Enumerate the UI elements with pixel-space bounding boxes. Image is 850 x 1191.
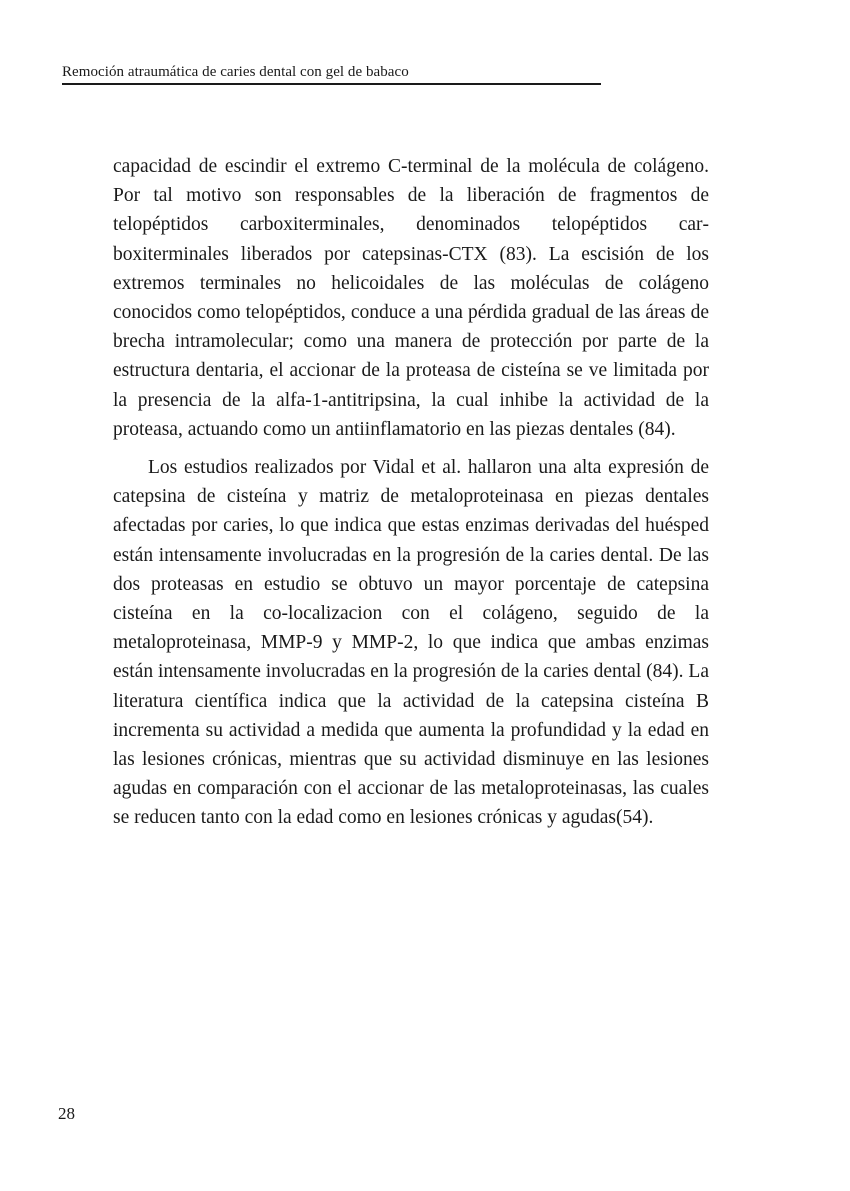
running-header-title: Remoción atraumática de caries dental con gel de babaco [62,64,409,80]
paragraph-2: Los estudios realizados por Vidal et al. hallaron una alta expresión de catepsina de cisteína y matriz de metaloproteinasa en piezas dentales afectadas por caries, lo que indica que estas enzimas derivadas del huésped están intensamente involucradas en la progresión de la caries dental. De las dos proteasas en estudio se obtuvo un mayor porcentaje de catepsina cisteína en la co-localizacion con el colágeno, seguido de la metaloproteinasa, MMP-9 y MMP-2, lo que indica que ambas enzimas están intensamente involucradas en la progresión de la caries dental (84). La literatura científica indica que la actividad de la catepsina cisteína B incrementa su actividad a medida que aumenta la profundidad y la edad en las lesiones crónicas, mientras que su actividad disminuye en las lesiones agudas en comparación con el accionar de las metaloproteinasas, las cuales se reducen tanto con la edad como en lesiones crónicas y agudas(54). [113,457,709,829]
header-rule [62,83,601,85]
page-number: 28 [58,1104,75,1123]
paragraph-1: capacidad de escindir el extremo C-terminal de la molécula de colágeno. Por tal motivo son responsables de la liberación de fragmentos de telopéptidos carboxiterminales, denominados telopéptidos carboxiterminales liberados por catepsinas-CTX (83). La escisión de los extremos terminales no helicoidales de las moléculas de colágeno conocidos como telopéptidos, conduce a una pérdida gradual de las áreas de brecha intramolecular; como una manera de protección por parte de la estructura dentaria, el accionar de la proteasa de cisteína se ve limitada por la presencia de la alfa-1-antitripsina, la cual inhibe la actividad de la proteasa, actuando como un antiinflamatorio en las piezas dentales (84). [113,156,709,440]
body-text [113,152,709,833]
